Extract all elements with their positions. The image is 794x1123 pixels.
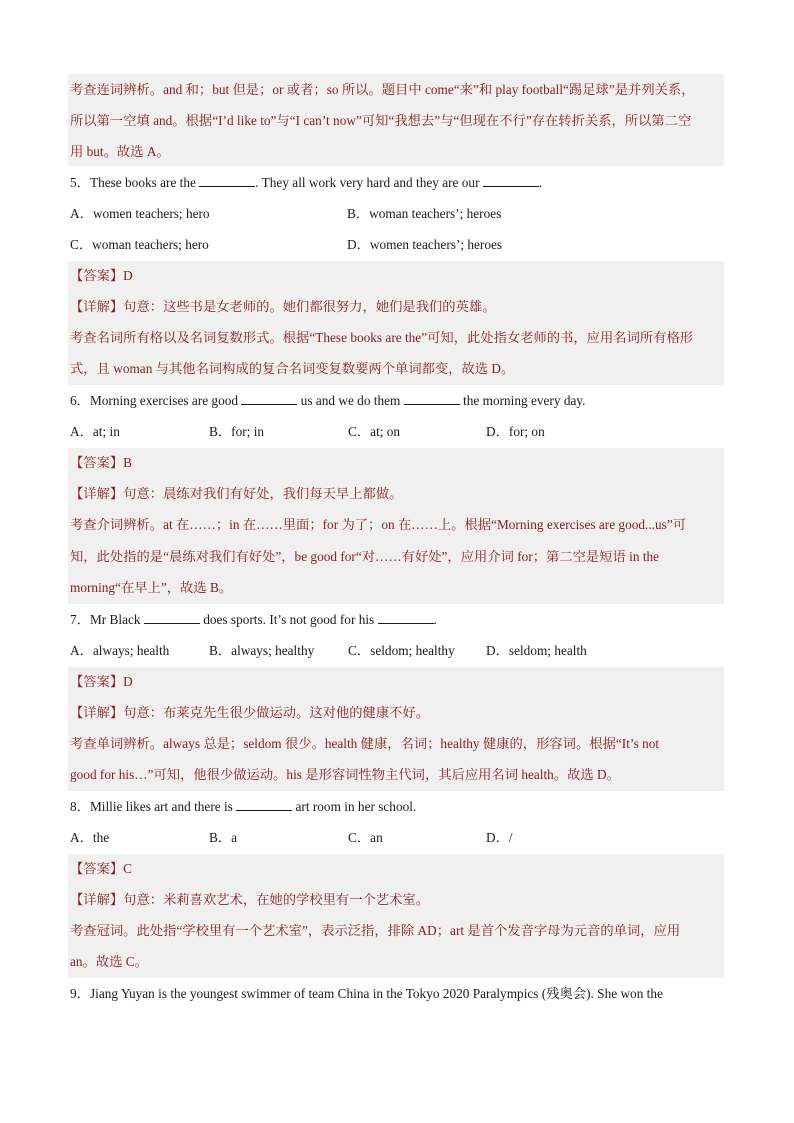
detail-line: 式，且 woman 与其他名词构成的复合名词变复数要两个单词都变，故选 D。 xyxy=(70,361,515,376)
explanation-line: 用 but。故选 A。 xyxy=(70,144,170,159)
option-c: C．woman teachers; hero xyxy=(70,237,209,252)
detail-line: 考查单词辨析。always 总是；seldom 很少。health 健康，名词；healthy 健康的，形容词。根据“It’s not xyxy=(70,736,660,751)
question-7-stem: 7．Mr Black does sports. It’s not good for his . xyxy=(70,612,437,627)
option-c: C．seldom; healthy xyxy=(348,643,455,658)
answer-label: 【答案】B xyxy=(70,455,133,470)
detail-line: 【详解】句意：米莉喜欢艺术，在她的学校里有一个艺术室。 xyxy=(70,892,430,907)
blank xyxy=(483,174,539,187)
answer-label: 【答案】C xyxy=(70,861,133,876)
detail-line: 考查名词所有格以及名词复数形式。根据“These books are the”可知，此处指女老师的书，应用名词所有格形 xyxy=(70,330,694,345)
detail-line: 【详解】句意：布莱克先生很少做运动。这对他的健康不好。 xyxy=(70,705,430,720)
detail-line: an。故选 C。 xyxy=(70,954,148,969)
option-a: A．the xyxy=(70,830,110,845)
answer-label: 【答案】D xyxy=(70,268,133,283)
answer-label: 【答案】D xyxy=(70,674,133,689)
option-a: A．always; health xyxy=(70,643,170,658)
question-8-stem: 8．Millie likes art and there is art room in her school. xyxy=(70,799,417,814)
answer-block-q8 xyxy=(68,854,724,978)
explanation-line: 所以第一空填 and。根据“I’d like to”与“I can’t now”可知“我想去”与“但现在不行”存在转折关系，所以第二空 xyxy=(70,113,692,128)
question-6-stem: 6．Morning exercises are good us and we do them the morning every day. xyxy=(70,393,586,408)
blank xyxy=(378,611,434,624)
question-5-stem: 5．These books are the . They all work very hard and they are our . xyxy=(70,175,543,190)
option-b: B．for; in xyxy=(209,424,265,439)
detail-line: 考查介词辨析。at 在……；in 在……里面；for 为了；on 在……上。根据“Morning exercises are good...us”可 xyxy=(70,517,687,532)
blank xyxy=(144,611,200,624)
blank xyxy=(241,392,297,405)
blank xyxy=(199,174,255,187)
option-d: D．seldom; health xyxy=(486,643,587,658)
blank xyxy=(236,798,292,811)
option-d: D．women teachers’; heroes xyxy=(347,237,503,252)
blank xyxy=(404,392,460,405)
option-d: D．for; on xyxy=(486,424,545,439)
option-a: A．women teachers; hero xyxy=(70,206,210,221)
option-d: D．/ xyxy=(486,830,513,845)
option-b: B．woman teachers’; heroes xyxy=(347,206,502,221)
option-b: B．a xyxy=(209,830,238,845)
detail-line: good for his…”可知，他很少做运动。his 是形容词性物主代词，其后应用名词 health。故选 D。 xyxy=(70,767,620,782)
detail-line: 【详解】句意：这些书是女老师的。她们都很努力，她们是我们的英雄。 xyxy=(70,299,496,314)
option-a: A．at; in xyxy=(70,424,120,439)
option-c: C．an xyxy=(348,830,383,845)
detail-line: 【详解】句意：晨练对我们有好处，我们每天早上都做。 xyxy=(70,486,403,501)
detail-line: 考查冠词。此处指“学校里有一个艺术室”，表示泛指，排除 AD；art 是首个发音字母为元音的单词，应用 xyxy=(70,923,681,938)
detail-line: 知，此处指的是“晨练对我们有好处”，be good for“对……有好处”，应用介词 for；第二空是短语 in the xyxy=(70,549,660,564)
option-b: B．always; healthy xyxy=(209,643,315,658)
explanation-line: 考查连词辨析。and 和；but 但是；or 或者；so 所以。题目中 come“来”和 play football“踢足球”是并列关系， xyxy=(70,82,695,97)
option-c: C．at; on xyxy=(348,424,401,439)
question-9-stem: 9．Jiang Yuyan is the youngest swimmer of team China in the Tokyo 2020 Paralympics (残奥会). She won the xyxy=(70,986,663,1001)
detail-line: morning“在早上”，故选 B。 xyxy=(70,580,233,595)
